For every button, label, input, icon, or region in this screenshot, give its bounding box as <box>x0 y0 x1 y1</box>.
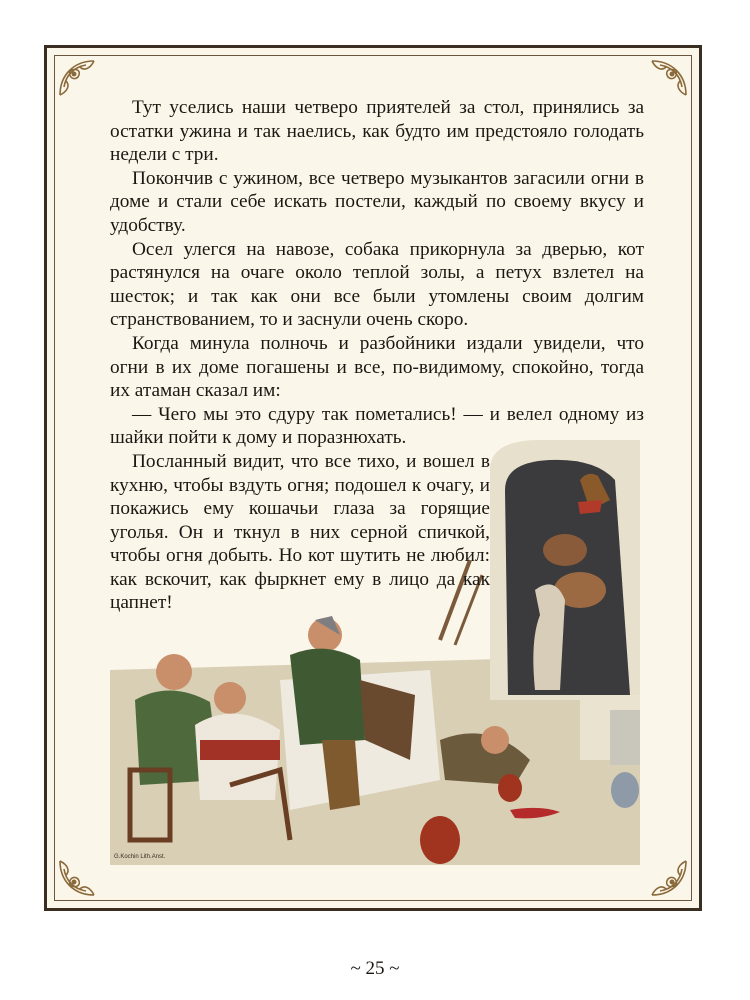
paragraph: — Чего мы это сдуру так пометались! — и велел одному из шайки пойти к дому и поразнюхать. <box>110 403 644 449</box>
paragraph: Когда минула полночь и разбойники издали увидели, что огни в их доме погашены и все, по-видимому, спокойно, тогда их атаман сказал им: <box>110 332 644 402</box>
page-number: ~ 25 ~ <box>350 958 400 979</box>
corner-ornament-icon <box>56 57 98 99</box>
corner-ornament-icon <box>648 57 690 99</box>
paragraph: Тут уселись наши четверо приятелей за стол, принялись за остатки ужина и так наелись, как будто им предстояло голодать недели с три. <box>110 97 644 166</box>
corner-ornament-icon <box>56 857 98 899</box>
paragraph: Покончив с ужином, все четверо музыкантов загасили огни в доме и стали себе искать постели, каждый по своему вкусу и удобству. <box>110 167 644 236</box>
corner-ornament-icon <box>648 857 690 899</box>
story-text <box>110 96 644 615</box>
paragraph: Посланный видит, что все тихо, и вошел в кухню, чтобы вздуть огня; подошел к очагу, и покажись ему кошачьи глаза за горящие уголья. Он и ткнул в них серной спичкой, чтобы огня добыть. Но кот шутить не любил: как вскочит, как фыркнет ему в лицо да как цапнет! <box>110 450 490 614</box>
paragraph: Осел улегся на навозе, собака прикорнула за дверью, кот растянулся на очаге около теплой золы, а петух взлетел на шесток; и так как они все были утомлены своим долгим странствованием, то и заснули очень скоро. <box>110 238 644 331</box>
illustration-signature: G.Kochin Lith.Anst. <box>114 854 166 860</box>
